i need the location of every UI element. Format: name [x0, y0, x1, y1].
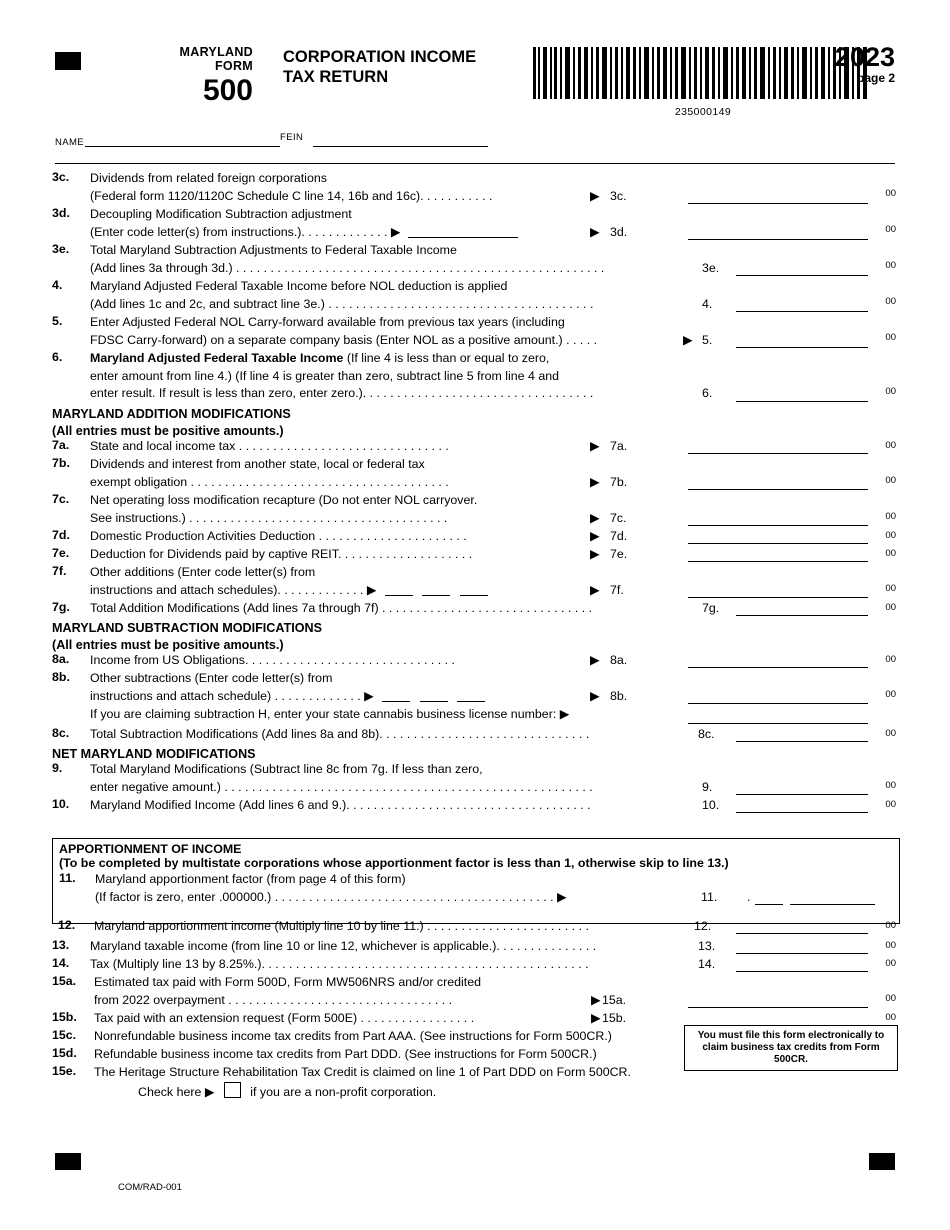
line-8b [52, 670, 898, 706]
line-7d-number: 7d. [52, 528, 70, 542]
line-7f-number: 7f. [52, 564, 67, 578]
line-5 [52, 314, 898, 350]
line-5-number: 5. [52, 314, 63, 328]
line-7f [52, 564, 898, 600]
form-word-label: FORM [215, 59, 253, 73]
efile-notice-line1: You must file this form electronically to [697, 1030, 885, 1041]
line-12-text1: Maryland apportionment income (Multiply line 10 by line 11.) . . . . . . . . . . . . . . . . . . . . . . . . [94, 919, 589, 933]
line-4-text2: (Add lines 1c and 2c, and subtract line 3e.) . . . . . . . . . . . . . . . . . . . . . . . . . . . . . . . . . . . . . . . [90, 296, 594, 311]
line-7b [52, 456, 898, 492]
net-modifications-heading: NET MARYLAND MODIFICATIONS [52, 747, 256, 761]
line-10-cents: 00 [885, 799, 896, 810]
line-5-text2: FDSC Carry-forward) on a separate company basis (Enter NOL as a positive amount.) . . . . . [90, 332, 598, 347]
line-7a-number: 7a. [52, 438, 70, 452]
line-7d-ref: 7d. [610, 529, 628, 543]
line-7c [52, 492, 898, 528]
line-15e-number: 15e. [52, 1064, 77, 1078]
registration-mark-bottom-right-icon [869, 1153, 895, 1170]
line-11-text2: (If factor is zero, enter .000000.) . . . . . . . . . . . . . . . . . . . . . . . . . . . . . . . . . . . . . . . . . ▶ [95, 889, 567, 904]
line-8b-code-input-2[interactable] [420, 690, 448, 702]
line-7a-cents: 00 [885, 440, 896, 451]
line-8b-amount[interactable] [688, 703, 868, 704]
line-7b-ref: 7b. [610, 474, 628, 489]
line-15a [52, 974, 898, 1010]
efile-notice-line2: claim business tax credits from Form 500CR. [702, 1042, 880, 1065]
line-15b-number: 15b. [52, 1010, 77, 1024]
line-7f-code-input-3[interactable] [460, 584, 488, 596]
line-7f-code-input-1[interactable] [385, 584, 413, 596]
line-7d-text1: Domestic Production Activities Deduction . . . . . . . . . . . . . . . . . . . . . . [90, 529, 467, 543]
name-input[interactable] [85, 145, 280, 147]
line-5-cents: 00 [885, 332, 896, 343]
line-14 [52, 956, 898, 974]
subtraction-modifications-heading: MARYLAND SUBTRACTION MODIFICATIONS [52, 621, 323, 635]
line-8b-code-input-1[interactable] [382, 690, 410, 702]
line-6-text1: (If line 4 is less than or equal to zero, [343, 351, 550, 365]
name-fein-row [55, 132, 895, 154]
line-8c [52, 726, 898, 744]
line-3c-text1: Dividends from related foreign corporations [90, 171, 327, 185]
form-header [55, 42, 895, 120]
name-label: NAME [55, 137, 85, 148]
line-4-number: 4. [52, 278, 63, 292]
line-14-text1: Tax (Multiply line 13 by 8.25%.). . . . . . . . . . . . . . . . . . . . . . . . . . . . . . . . . . . . . . . . . . . . . . . . [90, 957, 589, 971]
line-11-number: 11. [59, 871, 76, 885]
line-5-text1: Enter Adjusted Federal NOL Carry-forward available from previous tax years (including [90, 315, 565, 329]
line-7f-ref: 7f. [610, 582, 624, 597]
line-3d-cents: 00 [885, 224, 896, 235]
line-15d-number: 15d. [52, 1046, 77, 1060]
line-11-ref: 11. [701, 889, 718, 904]
line-6-cents: 00 [885, 386, 896, 397]
page-number: page 2 [856, 71, 895, 85]
line-7b-number: 7b. [52, 456, 70, 470]
line-8b-text1: Other subtractions (Enter code letter(s) from [90, 671, 333, 685]
form-number: 500 [202, 74, 253, 107]
line-6-text1-bold: Maryland Adjusted Federal Taxable Income [90, 351, 344, 365]
line-3e-cents: 00 [885, 260, 896, 271]
line-15e-text2-post: if you are a non-profit corporation. [250, 1084, 437, 1099]
line-15a-arrow: ▶ [591, 992, 601, 1007]
line-7d-amount[interactable] [688, 543, 868, 544]
form-identity [133, 45, 253, 107]
line-15a-amount[interactable] [688, 1007, 868, 1008]
line-3c-cents: 00 [885, 188, 896, 199]
line-13-number: 13. [52, 938, 70, 952]
apportionment-subheading: (To be completed by multistate corporations whose apportionment factor is less than 1, otherwise skip to line 13.) [59, 856, 729, 870]
line-9-amount[interactable] [736, 794, 868, 795]
line-9 [52, 761, 898, 797]
line-6-amount[interactable] [736, 401, 868, 402]
line-3e-text2: (Add lines 3a through 3d.) . . . . . . . . . . . . . . . . . . . . . . . . . . . . . . . . . . . . . . . . . . . . . . . . . . . . . . [90, 260, 605, 275]
line-8a-cents: 00 [885, 654, 896, 665]
com-rad-code: COM/RAD-001 [118, 1182, 182, 1193]
line-15e-arrow: ▶ [204, 1084, 215, 1099]
line-7g [52, 600, 898, 618]
subtraction-modifications-subheading: (All entries must be positive amounts.) [52, 638, 284, 652]
line-5-amount[interactable] [736, 347, 868, 348]
line-12-number: 12. [58, 918, 76, 932]
line-8b-ref: 8b. [610, 688, 628, 703]
barcode-area [533, 47, 873, 118]
line-10-ref: 10. [702, 798, 720, 812]
line-7a [52, 438, 898, 456]
line-7a-arrow: ▶ [590, 439, 600, 453]
nonprofit-checkbox[interactable] [224, 1082, 241, 1098]
line-4 [52, 278, 898, 314]
line-9-ref: 9. [702, 779, 713, 794]
line-3d-code-input[interactable] [408, 226, 518, 238]
line-15e-text1: The Heritage Structure Rehabilitation Tax Credit is claimed on line 1 of Part DDD on Form 500CR. [94, 1065, 631, 1079]
line-3e [52, 242, 898, 278]
line-8a-number: 8a. [52, 652, 70, 666]
line-7f-amount[interactable] [688, 597, 868, 598]
line-7d-arrow: ▶ [590, 529, 600, 543]
fein-label: FEIN [280, 132, 304, 143]
line-15a-cents: 00 [885, 993, 896, 1004]
line-8a [52, 652, 898, 670]
line-3d [52, 206, 898, 242]
line-7b-arrow: ▶ [590, 474, 600, 489]
line-8a-arrow: ▶ [590, 653, 600, 667]
line-6-text3: enter result. If result is less than zero, enter zero.). . . . . . . . . . . . . . . . . . . . . . . . . . . . . . . . . . [90, 386, 594, 400]
line-15c-number: 15c. [52, 1028, 77, 1042]
line-8b-number: 8b. [52, 670, 70, 684]
line-11-text1: Maryland apportionment factor (from page 4 of this form) [95, 872, 406, 886]
form-title-line1: CORPORATION INCOME [283, 48, 477, 66]
line-6-text2: enter amount from line 4.) (If line 4 is greater than zero, subtract line 5 from line 4 and [90, 368, 560, 383]
form-title-line2: TAX RETURN [283, 68, 389, 86]
line-8c-text1: Total Subtraction Modifications (Add lines 8a and 8b). . . . . . . . . . . . . . . . . . . . . . . . . . . . . . . [90, 727, 590, 741]
line-11-factor-whole-input[interactable] [755, 904, 783, 905]
line-7e-arrow: ▶ [590, 547, 600, 561]
apportionment-box [52, 838, 900, 924]
efile-notice [684, 1025, 898, 1071]
fein-input[interactable] [313, 145, 488, 147]
cannabis-license-input[interactable] [688, 723, 868, 724]
line-15e-checkhere-label: Check here [138, 1084, 205, 1099]
state-label: MARYLAND [179, 45, 253, 59]
line-3e-ref: 3e. [702, 260, 720, 275]
line-14-number: 14. [52, 956, 70, 970]
line-7e-cents: 00 [885, 548, 896, 559]
form-tail [52, 938, 898, 1104]
line-15b-ref: 15b. [602, 1011, 627, 1025]
line-4-amount[interactable] [736, 311, 868, 312]
line-12-amount[interactable] [736, 933, 868, 934]
line-12-ref: 12. [694, 919, 712, 933]
line-11-factor-decimal-input[interactable] [790, 904, 875, 905]
line-7a-text1: State and local income tax . . . . . . . . . . . . . . . . . . . . . . . . . . . . . . . [90, 439, 449, 453]
line-7g-cents: 00 [885, 602, 896, 613]
line-8a-text1: Income from US Obligations. . . . . . . . . . . . . . . . . . . . . . . . . . . . . . . [90, 653, 455, 667]
line-13-cents: 00 [885, 940, 896, 951]
apportionment-heading: APPORTIONMENT OF INCOME [59, 842, 242, 856]
line-8b-code-input-3[interactable] [457, 690, 485, 702]
line-7c-amount[interactable] [688, 525, 868, 526]
line-6-number: 6. [52, 350, 63, 364]
line-7b-cents: 00 [885, 475, 896, 486]
line-10-text1: Maryland Modified Income (Add lines 6 and 9.). . . . . . . . . . . . . . . . . . . . . . . . . . . . . . . . . . . . [90, 798, 591, 812]
line-7f-cents: 00 [885, 583, 896, 594]
line-8a-amount[interactable] [688, 667, 868, 668]
line-7a-ref: 7a. [610, 439, 628, 453]
line-7g-number: 7g. [52, 600, 70, 614]
line-15a-text2: from 2022 overpayment . . . . . . . . . . . . . . . . . . . . . . . . . . . . . . . . . [94, 992, 453, 1007]
line-7e-number: 7e. [52, 546, 70, 560]
line-7c-text2: See instructions.) . . . . . . . . . . . . . . . . . . . . . . . . . . . . . . . . . . . . . . [90, 510, 448, 525]
line-7d-cents: 00 [885, 530, 896, 541]
form-title [283, 47, 533, 87]
line-15d-text1: Refundable business income tax credits from Part DDD. (See instructions for Form 500CR.) [94, 1047, 597, 1061]
line-5-ref: 5. [702, 332, 713, 347]
addition-modifications-heading: MARYLAND ADDITION MODIFICATIONS [52, 407, 291, 421]
line-3c-text2: (Federal form 1120/1120C Schedule C line 14, 16b and 16c). . . . . . . . . . . [90, 188, 493, 203]
line-14-ref: 14. [698, 957, 716, 971]
line-13-amount[interactable] [736, 953, 868, 954]
line-11-decimal-point: . [747, 889, 751, 904]
cannabis-license-row [52, 706, 898, 726]
line-3d-arrow: ▶ [590, 224, 600, 239]
line-7b-text2: exempt obligation . . . . . . . . . . . . . . . . . . . . . . . . . . . . . . . . . . . . . . [90, 474, 449, 489]
line-12-cents: 00 [885, 920, 896, 931]
line-9-number: 9. [52, 761, 63, 775]
line-7g-amount[interactable] [736, 615, 868, 616]
line-11 [59, 871, 893, 907]
line-7e [52, 546, 898, 564]
form-body [52, 170, 898, 815]
line-15b-cents: 00 [885, 1012, 896, 1023]
line-3c [52, 170, 898, 206]
line-8b-arrow: ▶ [590, 688, 600, 703]
line-3d-text1: Decoupling Modification Subtraction adjustment [90, 207, 352, 221]
line-7b-amount[interactable] [688, 489, 868, 490]
line-7b-text1: Dividends and interest from another state, local or federal tax [90, 457, 425, 471]
line-3c-ref: 3c. [610, 188, 627, 203]
line-10-amount[interactable] [736, 812, 868, 813]
cannabis-license-text: If you are claiming subtraction H, enter your state cannabis business license number: ▶ [90, 707, 570, 721]
header-divider [55, 163, 895, 164]
line-15b-text1: Tax paid with an extension request (Form 500E) . . . . . . . . . . . . . . . . . [94, 1011, 475, 1025]
year-block [835, 43, 895, 85]
line-4-cents: 00 [885, 296, 896, 307]
line-3e-text1: Total Maryland Subtraction Adjustments to Federal Taxable Income [90, 243, 457, 257]
line-9-text2: enter negative amount.) . . . . . . . . . . . . . . . . . . . . . . . . . . . . . . . . . . . . . . . . . . . . . . . . . . . . . . [90, 779, 593, 794]
line-7g-ref: 7g. [702, 601, 720, 615]
line-8c-amount[interactable] [736, 741, 868, 742]
line-6-ref: 6. [702, 386, 713, 400]
line-12 [52, 918, 898, 936]
line-7f-code-input-2[interactable] [422, 584, 450, 596]
line-3e-amount[interactable] [736, 275, 868, 276]
line-8b-cents: 00 [885, 689, 896, 700]
line-3d-text2: (Enter code letter(s) from instructions.). . . . . . . . . . . . . ▶ [90, 224, 401, 239]
line-7d [52, 528, 898, 546]
line-4-ref: 4. [702, 296, 713, 311]
line-15a-number: 15a. [52, 974, 77, 988]
line-4-text1: Maryland Adjusted Federal Taxable Income before NOL deduction is applied [90, 279, 508, 293]
line-7c-ref: 7c. [610, 510, 627, 525]
line-3d-number: 3d. [52, 206, 70, 220]
line-7e-amount[interactable] [688, 561, 868, 562]
line-7f-text1: Other additions (Enter code letter(s) from [90, 565, 316, 579]
line-7a-amount[interactable] [688, 453, 868, 454]
line-7g-text1: Total Addition Modifications (Add lines 7a through 7f) . . . . . . . . . . . . . . . . . . . . . . . . . . . . . . . [90, 601, 593, 615]
line-7f-arrow: ▶ [590, 582, 600, 597]
line-6 [52, 350, 898, 404]
line-3e-number: 3e. [52, 242, 70, 256]
line-10 [52, 797, 898, 815]
line-8b-text2: instructions and attach schedule) . . . . . . . . . . . . . ▶ [90, 688, 374, 703]
line-3d-amount[interactable] [688, 239, 868, 240]
line-5-arrow: ▶ [683, 332, 693, 347]
registration-mark-icon [55, 52, 81, 70]
line-3d-ref: 3d. [610, 224, 628, 239]
line-14-cents: 00 [885, 958, 896, 969]
line-7c-arrow: ▶ [590, 510, 600, 525]
barcode-icon [533, 47, 867, 99]
line-9-cents: 00 [885, 780, 896, 791]
line-13-text1: Maryland taxable income (from line 10 or line 12, whichever is applicable.). . . . . . . . . . . . . . . [90, 939, 597, 953]
tax-year: 2023 [834, 42, 895, 72]
line-8c-number: 8c. [52, 726, 70, 740]
registration-mark-bottom-left-icon [55, 1153, 81, 1170]
addition-modifications-subheading: (All entries must be positive amounts.) [52, 424, 284, 438]
line-8a-ref: 8a. [610, 653, 628, 667]
line-7e-text1: Deduction for Dividends paid by captive REIT. . . . . . . . . . . . . . . . . . . . [90, 547, 473, 561]
line-7c-text1: Net operating loss modification recapture (Do not enter NOL carryover. [90, 493, 478, 507]
line-10-number: 10. [52, 797, 70, 811]
line-15b-arrow: ▶ [591, 1011, 601, 1025]
line-15c-text1: Nonrefundable business income tax credits from Part AAA. (See instructions for Form 500CR.) [94, 1029, 612, 1043]
line-7e-ref: 7e. [610, 547, 628, 561]
line-8c-cents: 00 [885, 728, 896, 739]
line-14-amount[interactable] [736, 971, 868, 972]
line-13 [52, 938, 898, 956]
line-13-ref: 13. [698, 939, 716, 953]
line-3c-number: 3c. [52, 170, 70, 184]
line-7c-number: 7c. [52, 492, 70, 506]
line-7f-text2: instructions and attach schedules). . . . . . . . . . . . . ▶ [90, 582, 377, 597]
line-15a-text1: Estimated tax paid with Form 500D, Form MW506NRS and/or credited [94, 975, 482, 989]
line-3c-arrow: ▶ [590, 188, 600, 203]
line-15a-ref: 15a. [602, 992, 627, 1007]
line-7c-cents: 00 [885, 511, 896, 522]
line-9-text1: Total Maryland Modifications (Subtract line 8c from 7g. If less than zero, [90, 762, 483, 776]
line-8c-ref: 8c. [698, 727, 715, 741]
barcode-number: 235000149 [674, 106, 732, 118]
line-3c-amount[interactable] [688, 203, 868, 204]
